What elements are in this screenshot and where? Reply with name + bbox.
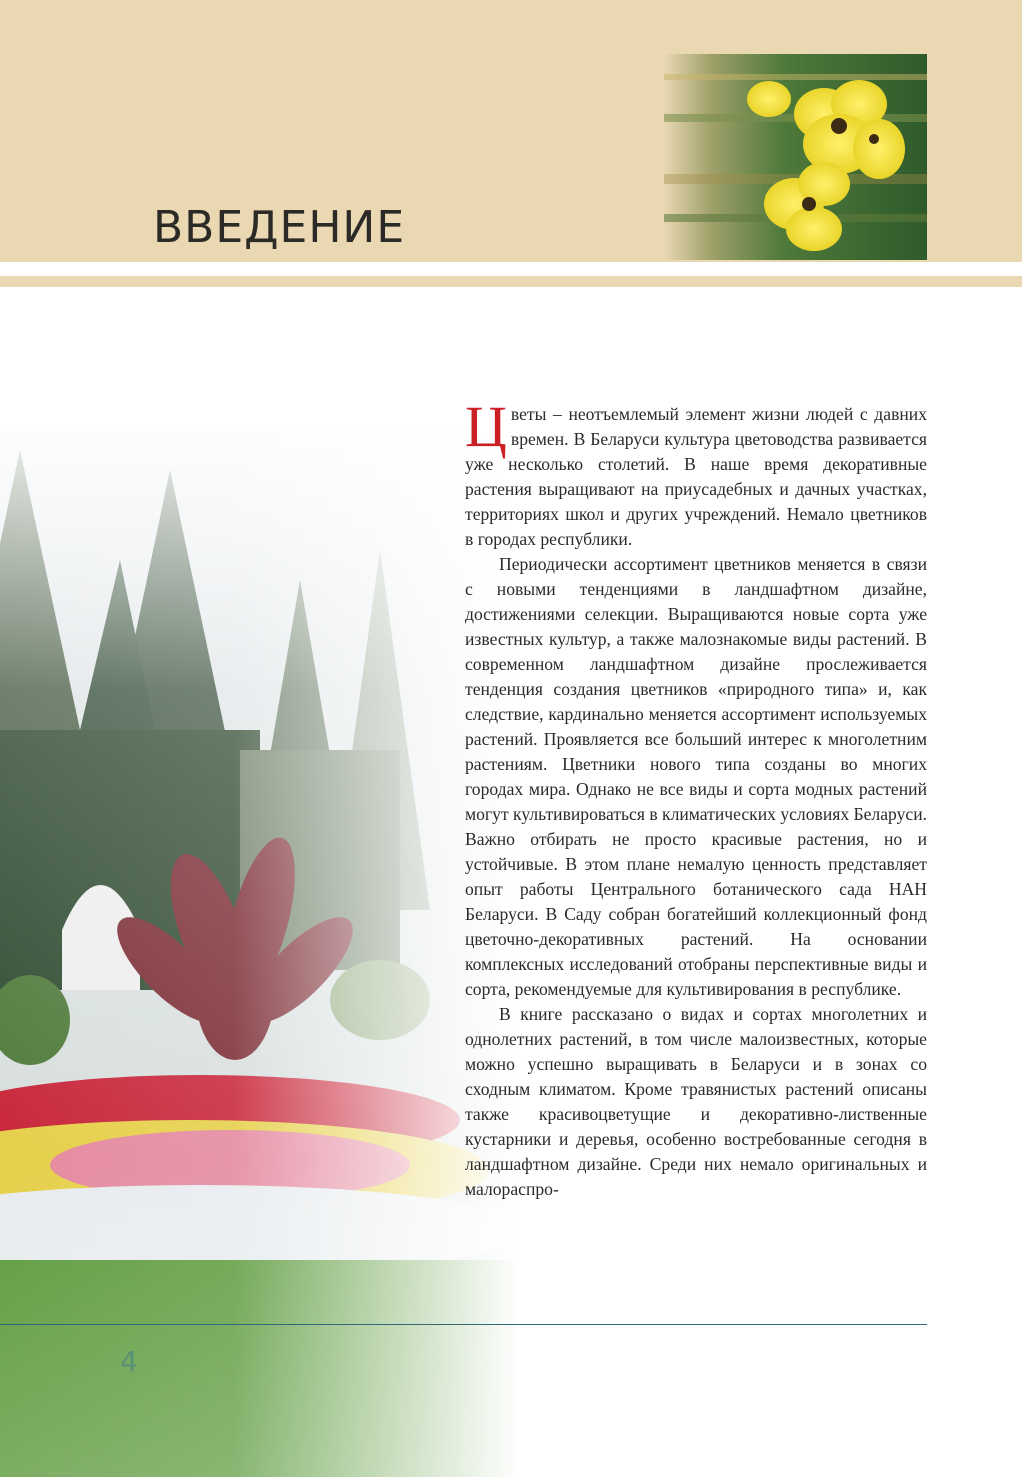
drop-cap: Ц xyxy=(465,394,507,459)
paragraph-1 xyxy=(465,394,927,552)
paragraph-3: В книге рассказано о видах и сортах многолетних и однолетних растений, в том числе малоизвестных, которые можно успешно выращивать в Беларуси и в зонах со сходным климатом. Кроме травянистых растений описаны также красивоцветущие и декоративно-лиственные кустарники и деревья, особенно востребованные сегодня в ландшафтном дизайне. Среди них немало оригинальных и малораспро- xyxy=(465,1004,927,1199)
paragraph-1-text: веты – неотъемлемый элемент жизни людей с давних времен. В Беларуси культура цветоводства развивается уже несколько столетий. В наше время декоративные растения выращивают на приусадебных и дачных участках, территориях школ и других учреждений. Немало цветников в городах республики. xyxy=(465,404,927,549)
garden-photo xyxy=(0,430,520,1477)
footer-rule xyxy=(0,1324,927,1325)
page-title: ВВЕДЕНИЕ xyxy=(153,202,406,253)
page-number: 4 xyxy=(120,1345,138,1378)
body-text xyxy=(465,394,928,1202)
paragraph-2: Периодически ассортимент цветников меняется в связи с новыми тенденциями в ландшафтном дизайне, достижениями селекции. Выращиваются новые сорта уже известных культур, а также малознакомые виды растений. В современном ландшафтном дизайне прослеживается тенденция создания цветников «природного типа» и, как следствие, кардинально меняется ассортимент используемых растений. Проявляется все больший интерес к многолетним растениям. Цветники нового типа созданы во многих городах мира. Однако не все виды и сорта модных растений могут культивироваться в климатических условиях Беларуси. Важно отбирать не просто красивые растения, но и устойчивые. В этом плане немалую ценность представляет опыт работы Центрального ботанического сада НАН Беларуси. В Саду собран богатейший коллекционный фонд цветочно-декоративных растений. На основании комплексных исследований отобраны перспективные виды и сорта, рекомендуемые для культивирования в республике. xyxy=(465,554,928,999)
header-stripe xyxy=(0,276,1022,287)
pansy-photo xyxy=(664,54,927,260)
